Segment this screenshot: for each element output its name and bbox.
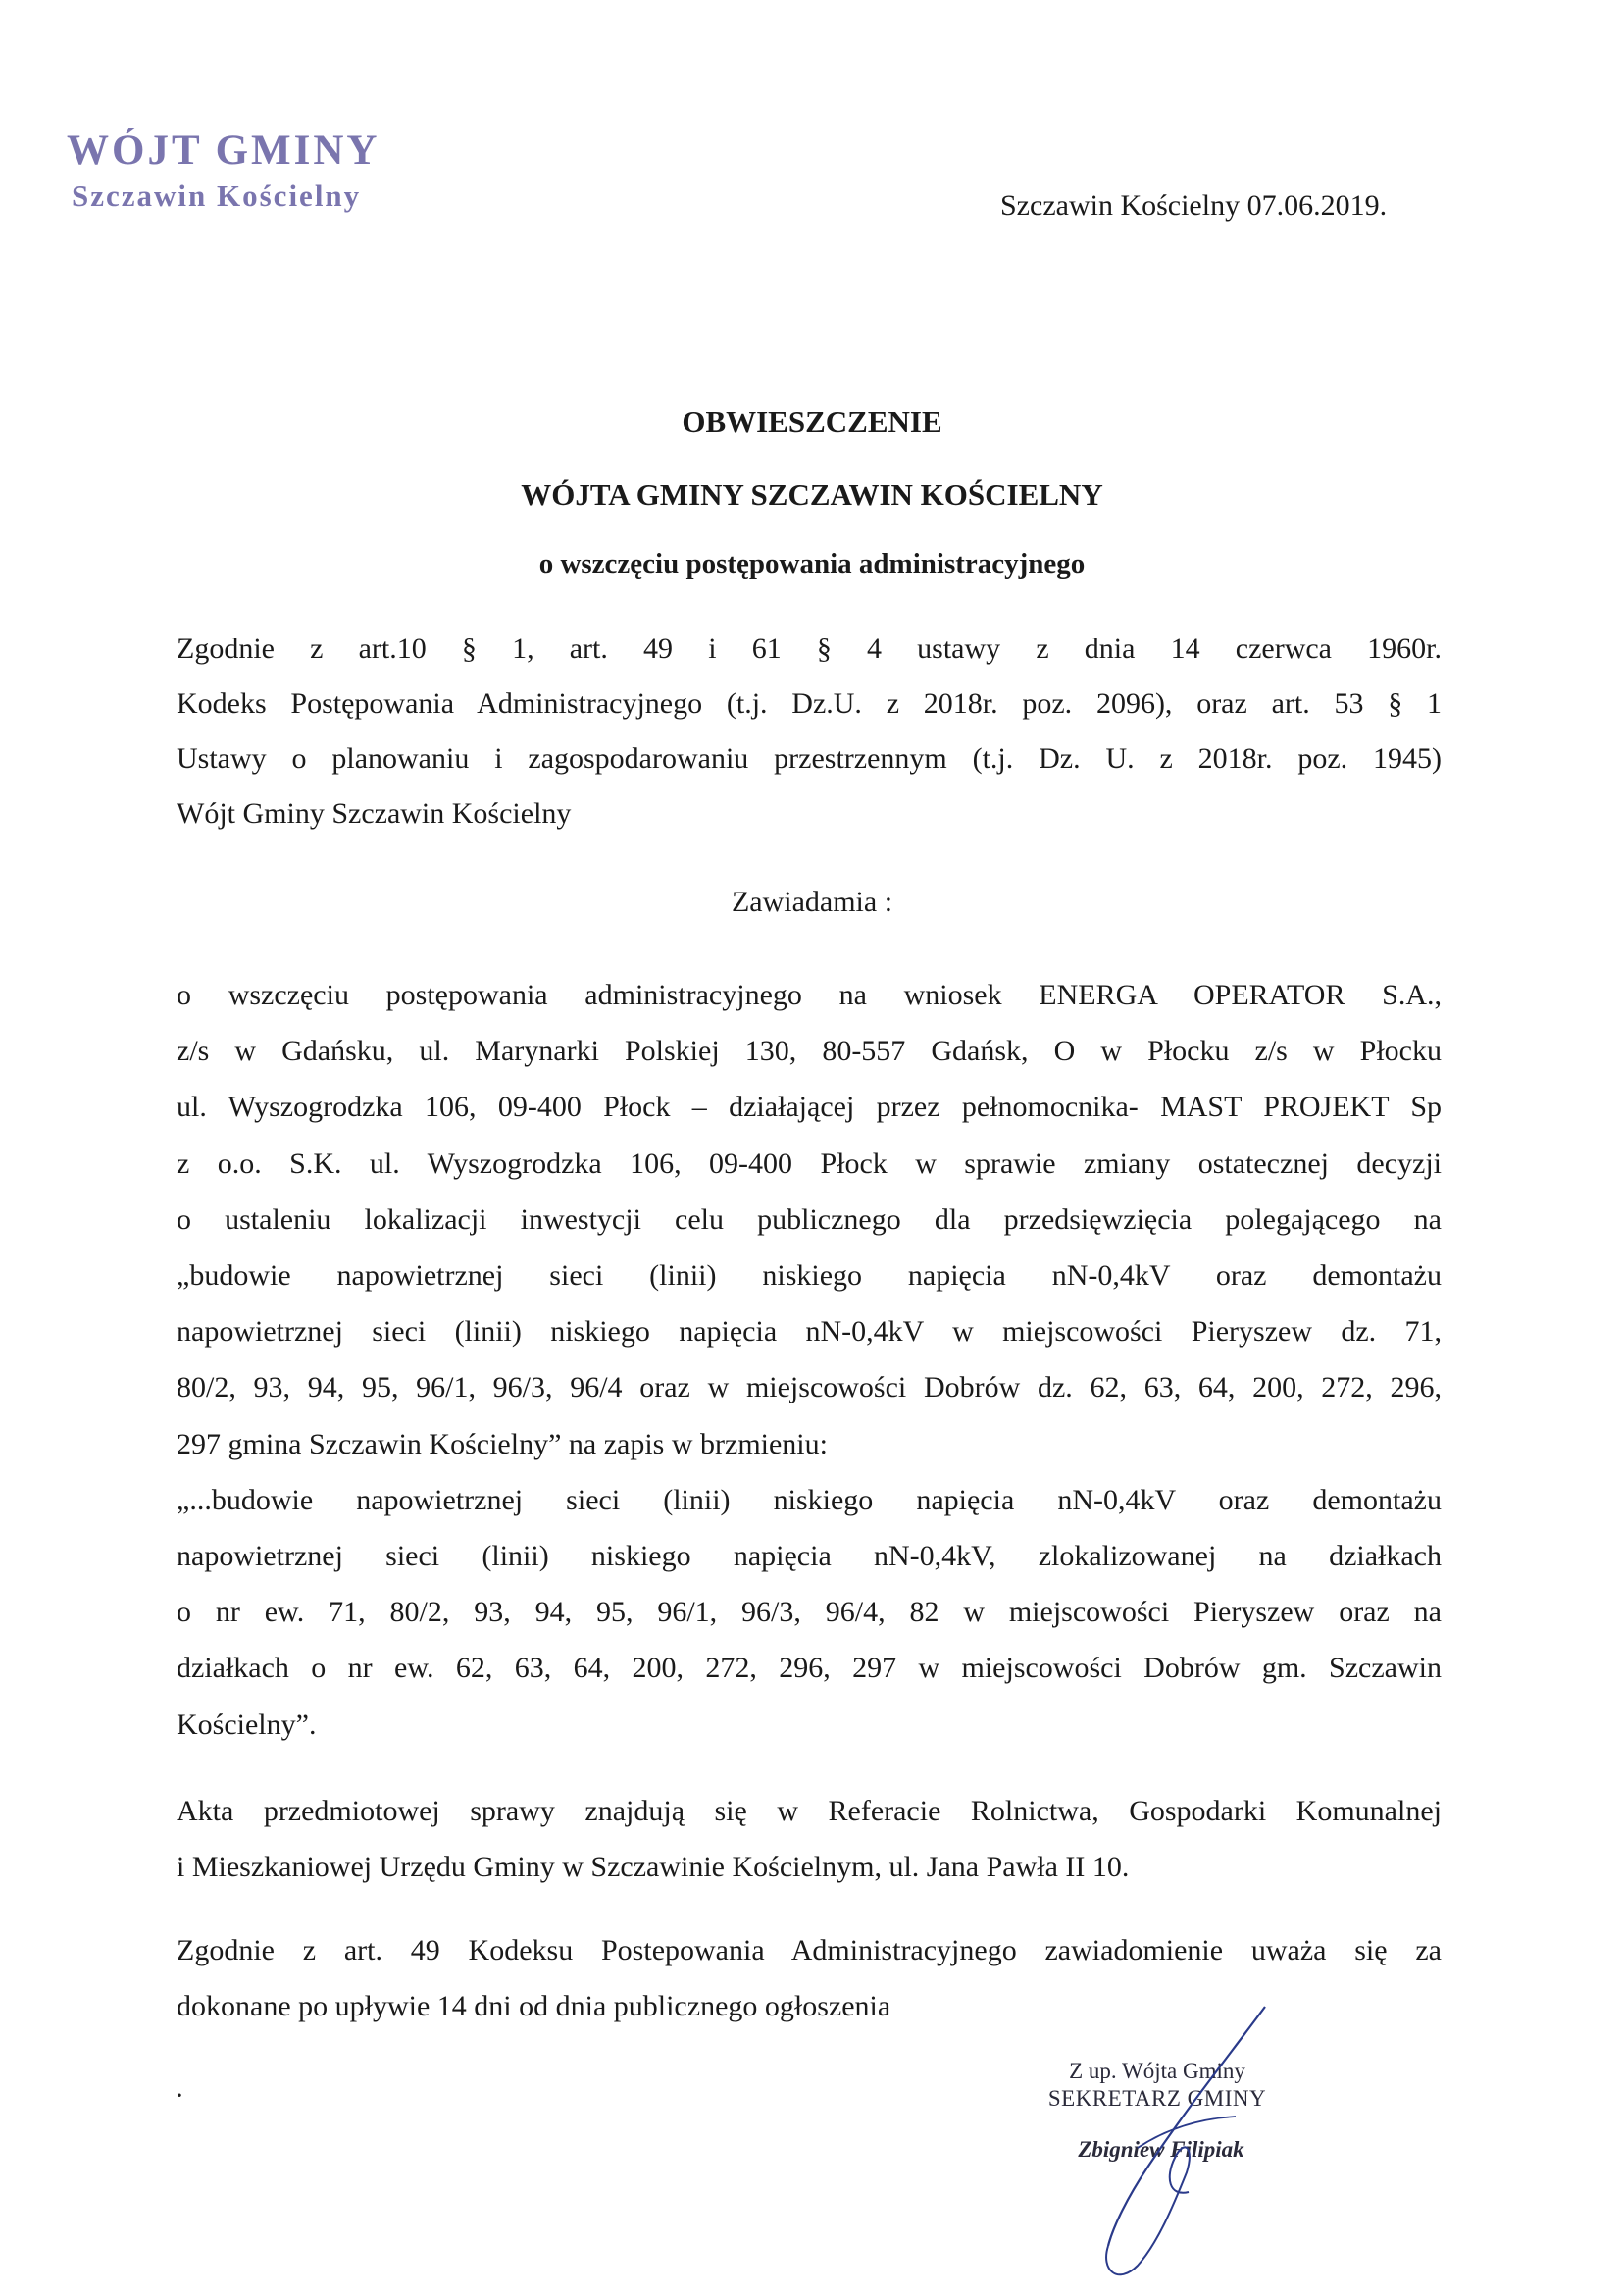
- case-files-paragraph: [177, 1783, 1442, 1895]
- stamp-line-1: WÓJT GMINY: [67, 128, 381, 174]
- text-line: 297 gmina Szczawin Kościelny” na zapis w brzmieniu:: [177, 1427, 828, 1460]
- text-line: o nr ew. 71, 80/2, 93, 94, 95, 96/1, 96/3, 96/4, 82 w miejscowości Pieryszew oraz na: [177, 1596, 1442, 1629]
- text-line: dokonane po upływie 14 dni od dnia publicznego ogłoszenia: [177, 1990, 891, 2022]
- signature-stroke: [1108, 2007, 1265, 2246]
- stamp-line-2: Szczawin Kościelny: [72, 178, 362, 213]
- signature-stroke: [1138, 2116, 1236, 2148]
- text-line: „budowie napowietrznej sieci (linii) niskiego napięcia nN-0,4kV oraz demontażu: [177, 1259, 1442, 1293]
- text-line: o ustaleniu lokalizacji inwestycji celu publicznego dla przedsięwzięcia polegającego na: [177, 1202, 1442, 1236]
- text-line: z o.o. S.K. ul. Wyszogrodzka 106, 09-400 Płock w sprawie zmiany ostatecznej decyzji: [177, 1147, 1442, 1180]
- text-line: Kościelny”.: [177, 1708, 317, 1741]
- text-line: Ustawy o planowaniu i zagospodarowaniu przestrzennym (t.j. Dz. U. z 2018r. poz. 1945): [177, 742, 1442, 775]
- text-line: z/s w Gdańsku, ul. Marynarki Polskiej 130, 80-557 Gdańsk, O w Płocku z/s w Płocku: [177, 1035, 1442, 1068]
- text-line: Kodeks Postępowania Administracyjnego (t.j. Dz.U. z 2018r. poz. 2096), oraz art. 53 § 1: [177, 688, 1442, 720]
- text-line: Wójt Gminy Szczawin Kościelny: [177, 797, 572, 830]
- text-line: 80/2, 93, 94, 95, 96/1, 96/3, 96/4 oraz w miejscowości Dobrów dz. 62, 63, 64, 200, 272, 296,: [177, 1371, 1442, 1404]
- text-line: Zgodnie z art. 49 Kodeksu Postepowania Administracyjnego zawiadomienie uważa się za: [177, 1934, 1442, 1966]
- text-line: Zgodnie z art.10 § 1, art. 49 i 61 § 4 ustawy z dnia 14 czerwca 1960r.: [177, 633, 1442, 665]
- handwritten-signature: [1079, 2001, 1304, 2295]
- office-stamp: [67, 126, 380, 216]
- stray-mark: ·: [175, 2079, 184, 2112]
- text-line: i Mieszkaniowej Urzędu Gminy w Szczawinie Kościelnym, ul. Jana Pawła II 10.: [177, 1851, 1130, 1883]
- text-line: działkach o nr ew. 62, 63, 64, 200, 272, 296, 297 w miejscowości Dobrów gm. Szczawin: [177, 1652, 1442, 1685]
- text-line: Akta przedmiotowej sprawy znajdują się w Referacie Rolnictwa, Gospodarki Komunalnej: [177, 1795, 1442, 1827]
- issuing-authority: WÓJTA GMINY SZCZAWIN KOŚCIELNY: [521, 478, 1103, 512]
- document-subject: o wszczęciu postępowania administracyjnego: [538, 548, 1086, 580]
- notifies-heading: Zawiadamia :: [731, 886, 893, 918]
- place-and-date: Szczawin Kościelny 07.06.2019.: [1000, 189, 1388, 222]
- document-title: OBWIESZCZENIE: [682, 404, 942, 438]
- text-line: napowietrznej sieci (linii) niskiego napięcia nN-0,4kV w miejscowości Pieryszew dz. 71,: [177, 1315, 1442, 1349]
- legal-basis-paragraph: [177, 622, 1442, 842]
- text-line: „...budowie napowietrznej sieci (linii) niskiego napięcia nN-0,4kV oraz demontażu: [177, 1483, 1442, 1516]
- signature-stamp-line-2: SEKRETARZ GMINY: [1047, 2086, 1267, 2111]
- body-paragraph: [177, 967, 1442, 1753]
- text-line: ul. Wyszogrodzka 106, 09-400 Płock – działającej przez pełnomocnika- MAST PROJEKT Sp: [177, 1091, 1442, 1124]
- text-line: o wszczęciu postępowania administracyjnego na wniosek ENERGA OPERATOR S.A.,: [177, 979, 1442, 1011]
- signature-stamp-line-3: Zbigniew Filipiak: [1078, 2137, 1244, 2162]
- text-line: napowietrznej sieci (linii) niskiego napięcia nN-0,4kV, zlokalizowanej na działkach: [177, 1540, 1442, 1573]
- signature-stamp-line-1: Z up. Wójta Gminy: [1069, 2059, 1245, 2083]
